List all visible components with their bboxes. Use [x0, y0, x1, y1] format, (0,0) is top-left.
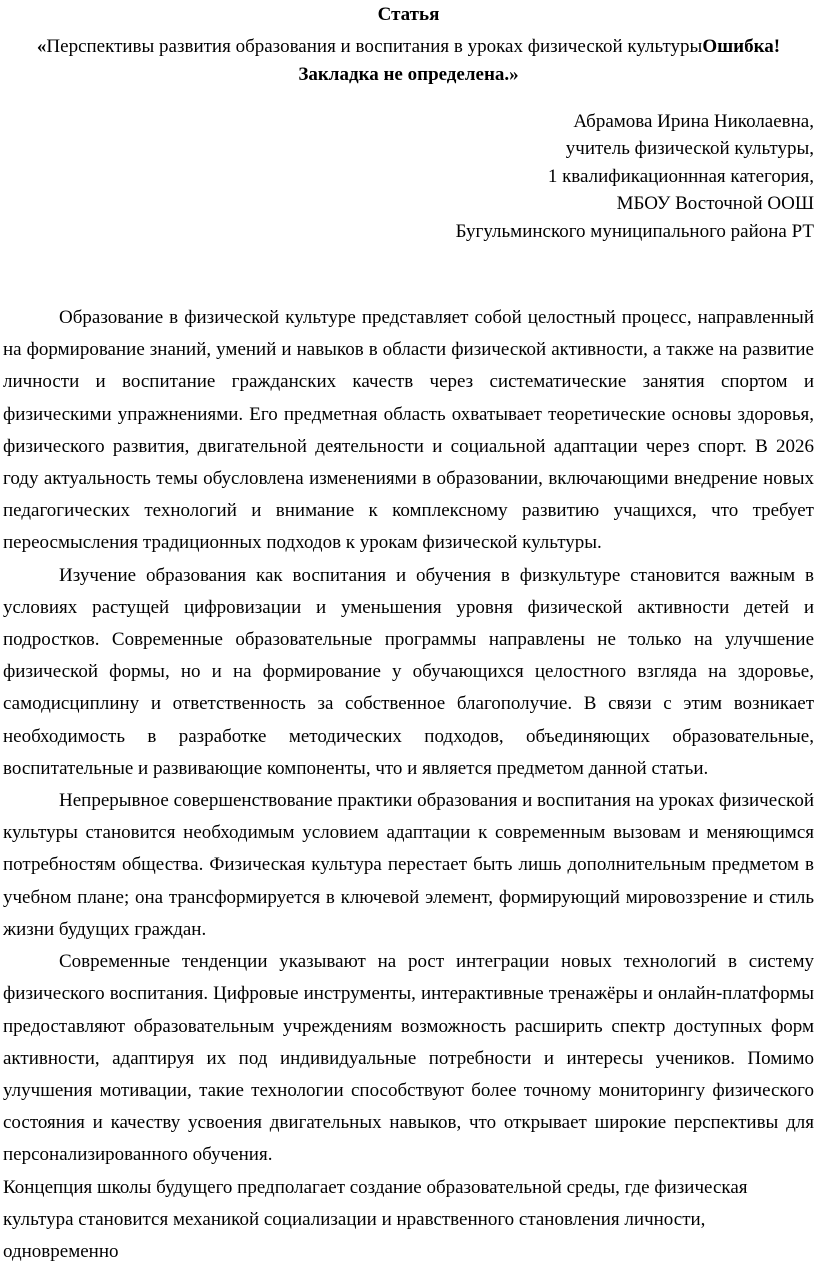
document-label: Статья: [377, 4, 440, 25]
paragraph-5: [3, 1172, 814, 1268]
title-close-quote: »: [509, 64, 519, 85]
paragraph-1: Образование в физической культуре представляет собой целостный процесс, направленный на формирование знаний, умений и навыков в области физической активности, а также на развитие личности и воспитание гражданских качеств через систематические занятия спортом и физическими упражнениями. Его предметная область охватывает теоретические основы здоровья, физического развития, двигательной деятельности и социальной адаптации через спорт. В 2026 году актуальность темы обусловлена изменениями в образовании, включающими внедрение новых педагогических технологий и внимание к комплексному развитию учащихся, что требует переосмысления традиционных подходов к урокам физической культуры.: [3, 307, 814, 554]
paragraph-4: Современные тенденции указывают на рост интеграции новых технологий в систему физического воспитания. Цифровые инструменты, интерактивные тренажёры и онлайн-платформы предоставляют образовательным учреждениям возможность расширить спектр доступных форм активности, адаптируя их под индивидуальные потребности и интересы учеников. Помимо улучшения мотивации, такие технологии способствуют более точному мониторингу физического состояния и качеству усвоения двигательных навыков, что открывает широкие перспективы для персонализированного обучения.: [3, 951, 814, 1166]
article-body: [3, 302, 814, 1268]
author-category: 1 квалификационнная категория,: [547, 165, 814, 187]
title-open-quote: «: [36, 36, 47, 57]
author-district: Бугульминского муниципального района РТ: [455, 220, 814, 242]
author-name: Абрамова Ирина Николаевна,: [573, 111, 814, 132]
article-title: [3, 33, 814, 89]
paragraph-2: Изучение образования как воспитания и обучения в физкультуре становится важным в условиях растущей цифровизации и уменьшения уровня физической активности детей и подростков. Современные образовательные программы направлены не только на улучшение физической формы, но и на формирование у обучающихся целостного взгляда на здоровье, самодисциплину и ответственность за собственное благополучие. В связи с этим возникает необходимость в разработке методических подходов, объединяющих образовательные, воспитательные и развивающие компоненты, что и является предметом данной статьи.: [3, 564, 814, 779]
author-block: [3, 108, 814, 245]
author-school: МБОУ Восточной ООШ: [616, 193, 814, 215]
title-text: Перспективы развития образования и воспитания в уроках физической культуры: [46, 36, 703, 57]
paragraph-5-line-1: Концепция школы будущего предполагает создание образовательной среды, где физическая: [3, 1176, 748, 1198]
paragraph-5-line-2: культура становится механикой социализации и нравственного становления личности, одновременно: [3, 1208, 706, 1262]
paragraph-3: Непрерывное совершенствование практики образования и воспитания на уроках физической культуры становится необходимым условием адаптации к современным вызовам и меняющимся потребностям общества. Физическая культура перестает быть лишь дополнительным предметом в учебном плане; она трансформируется в ключевой элемент, формирующий мировоззрение и стиль жизни будущих граждан.: [3, 790, 814, 940]
bookmark-error-text: Ошибка! Закладка не определена.: [298, 36, 781, 85]
author-position: учитель физической культуры,: [565, 138, 814, 160]
